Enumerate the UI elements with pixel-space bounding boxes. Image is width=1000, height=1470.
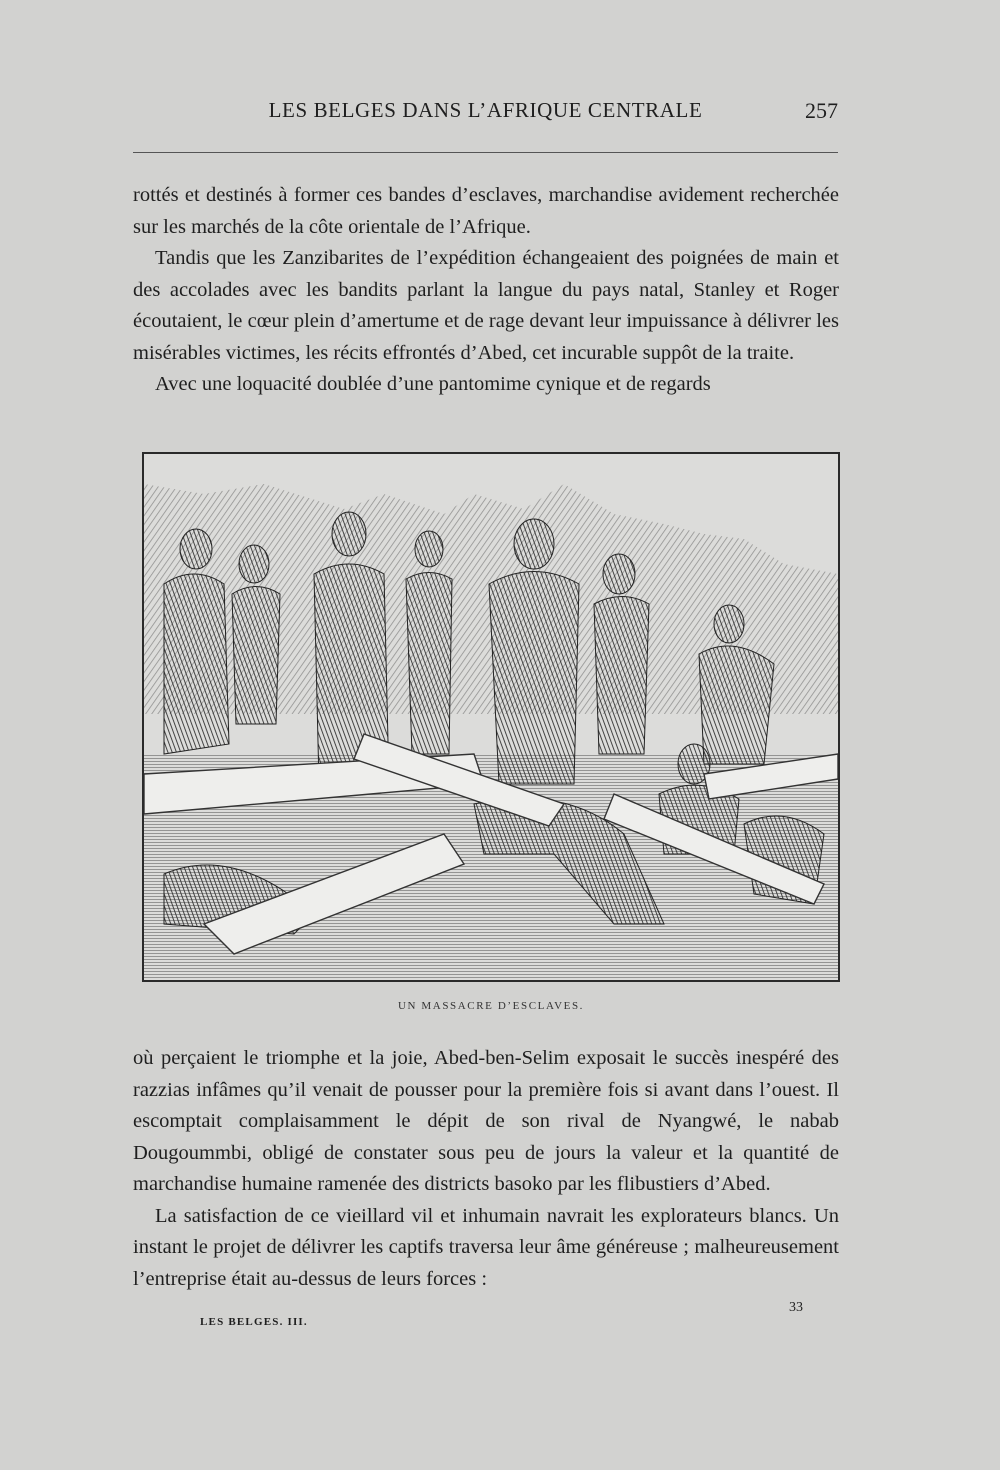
paragraph-continuation: rottés et destinés à former ces bandes d’esclaves, marchandise avidement recherchée sur les marchés de la côte orientale de l’Afrique. [133,184,839,238]
paragraph: La satisfaction de ce vieillard vil et inhumain navrait les explorateurs blancs. Un instant le projet de délivrer les captifs traversa leur âme généreuse ; malheureusement l’entreprise était au-dessus de leurs forces : [133,1204,839,1290]
paragraph-continuation: où perçaient le triomphe et la joie, Abed-ben-Selim exposait le succès inespéré des razzias infâmes qu’il venait de pousser pour la première fois si avant dans l’ouest. Il escomptait complaisamment le dépit de son rival de Nyangwé, le nabab Dougoummbi, obligé de constater sous peu de jours la valeur et la quantité de marchandise humaine ramenée des districts basoko par les flibustiers d’Abed. [133,1047,839,1195]
running-title: LES BELGES DANS L’AFRIQUE CENTRALE [268,98,703,122]
figure-caption: UN MASSACRE D’ESCLAVES. [397,1000,585,1012]
body-text-bottom [133,1043,839,1295]
engraving-illustration [142,452,840,982]
engraving-scene [144,454,838,980]
paragraph: Tandis que les Zanzibarites de l’expédition échangeaient des poignées de main et des accolades avec les bandits parlant la langue du pays natal, Stanley et Roger écoutaient, le cœur plein d’amertume et de rage devant leur impuissance à délivrer les misérables victimes, les récits effrontés d’Abed, cet incurable suppôt de la traite. [133,247,839,364]
page-header [133,94,838,134]
printer-signature: LES BELGES. III. [200,1316,308,1328]
header-rule [133,152,838,153]
page-number: 257 [805,98,838,123]
body-text-top [133,180,839,401]
paragraph: Avec une loquacité doublée d’une pantomime cynique et de regards [155,373,711,395]
signature-mark: 33 [789,1300,803,1315]
